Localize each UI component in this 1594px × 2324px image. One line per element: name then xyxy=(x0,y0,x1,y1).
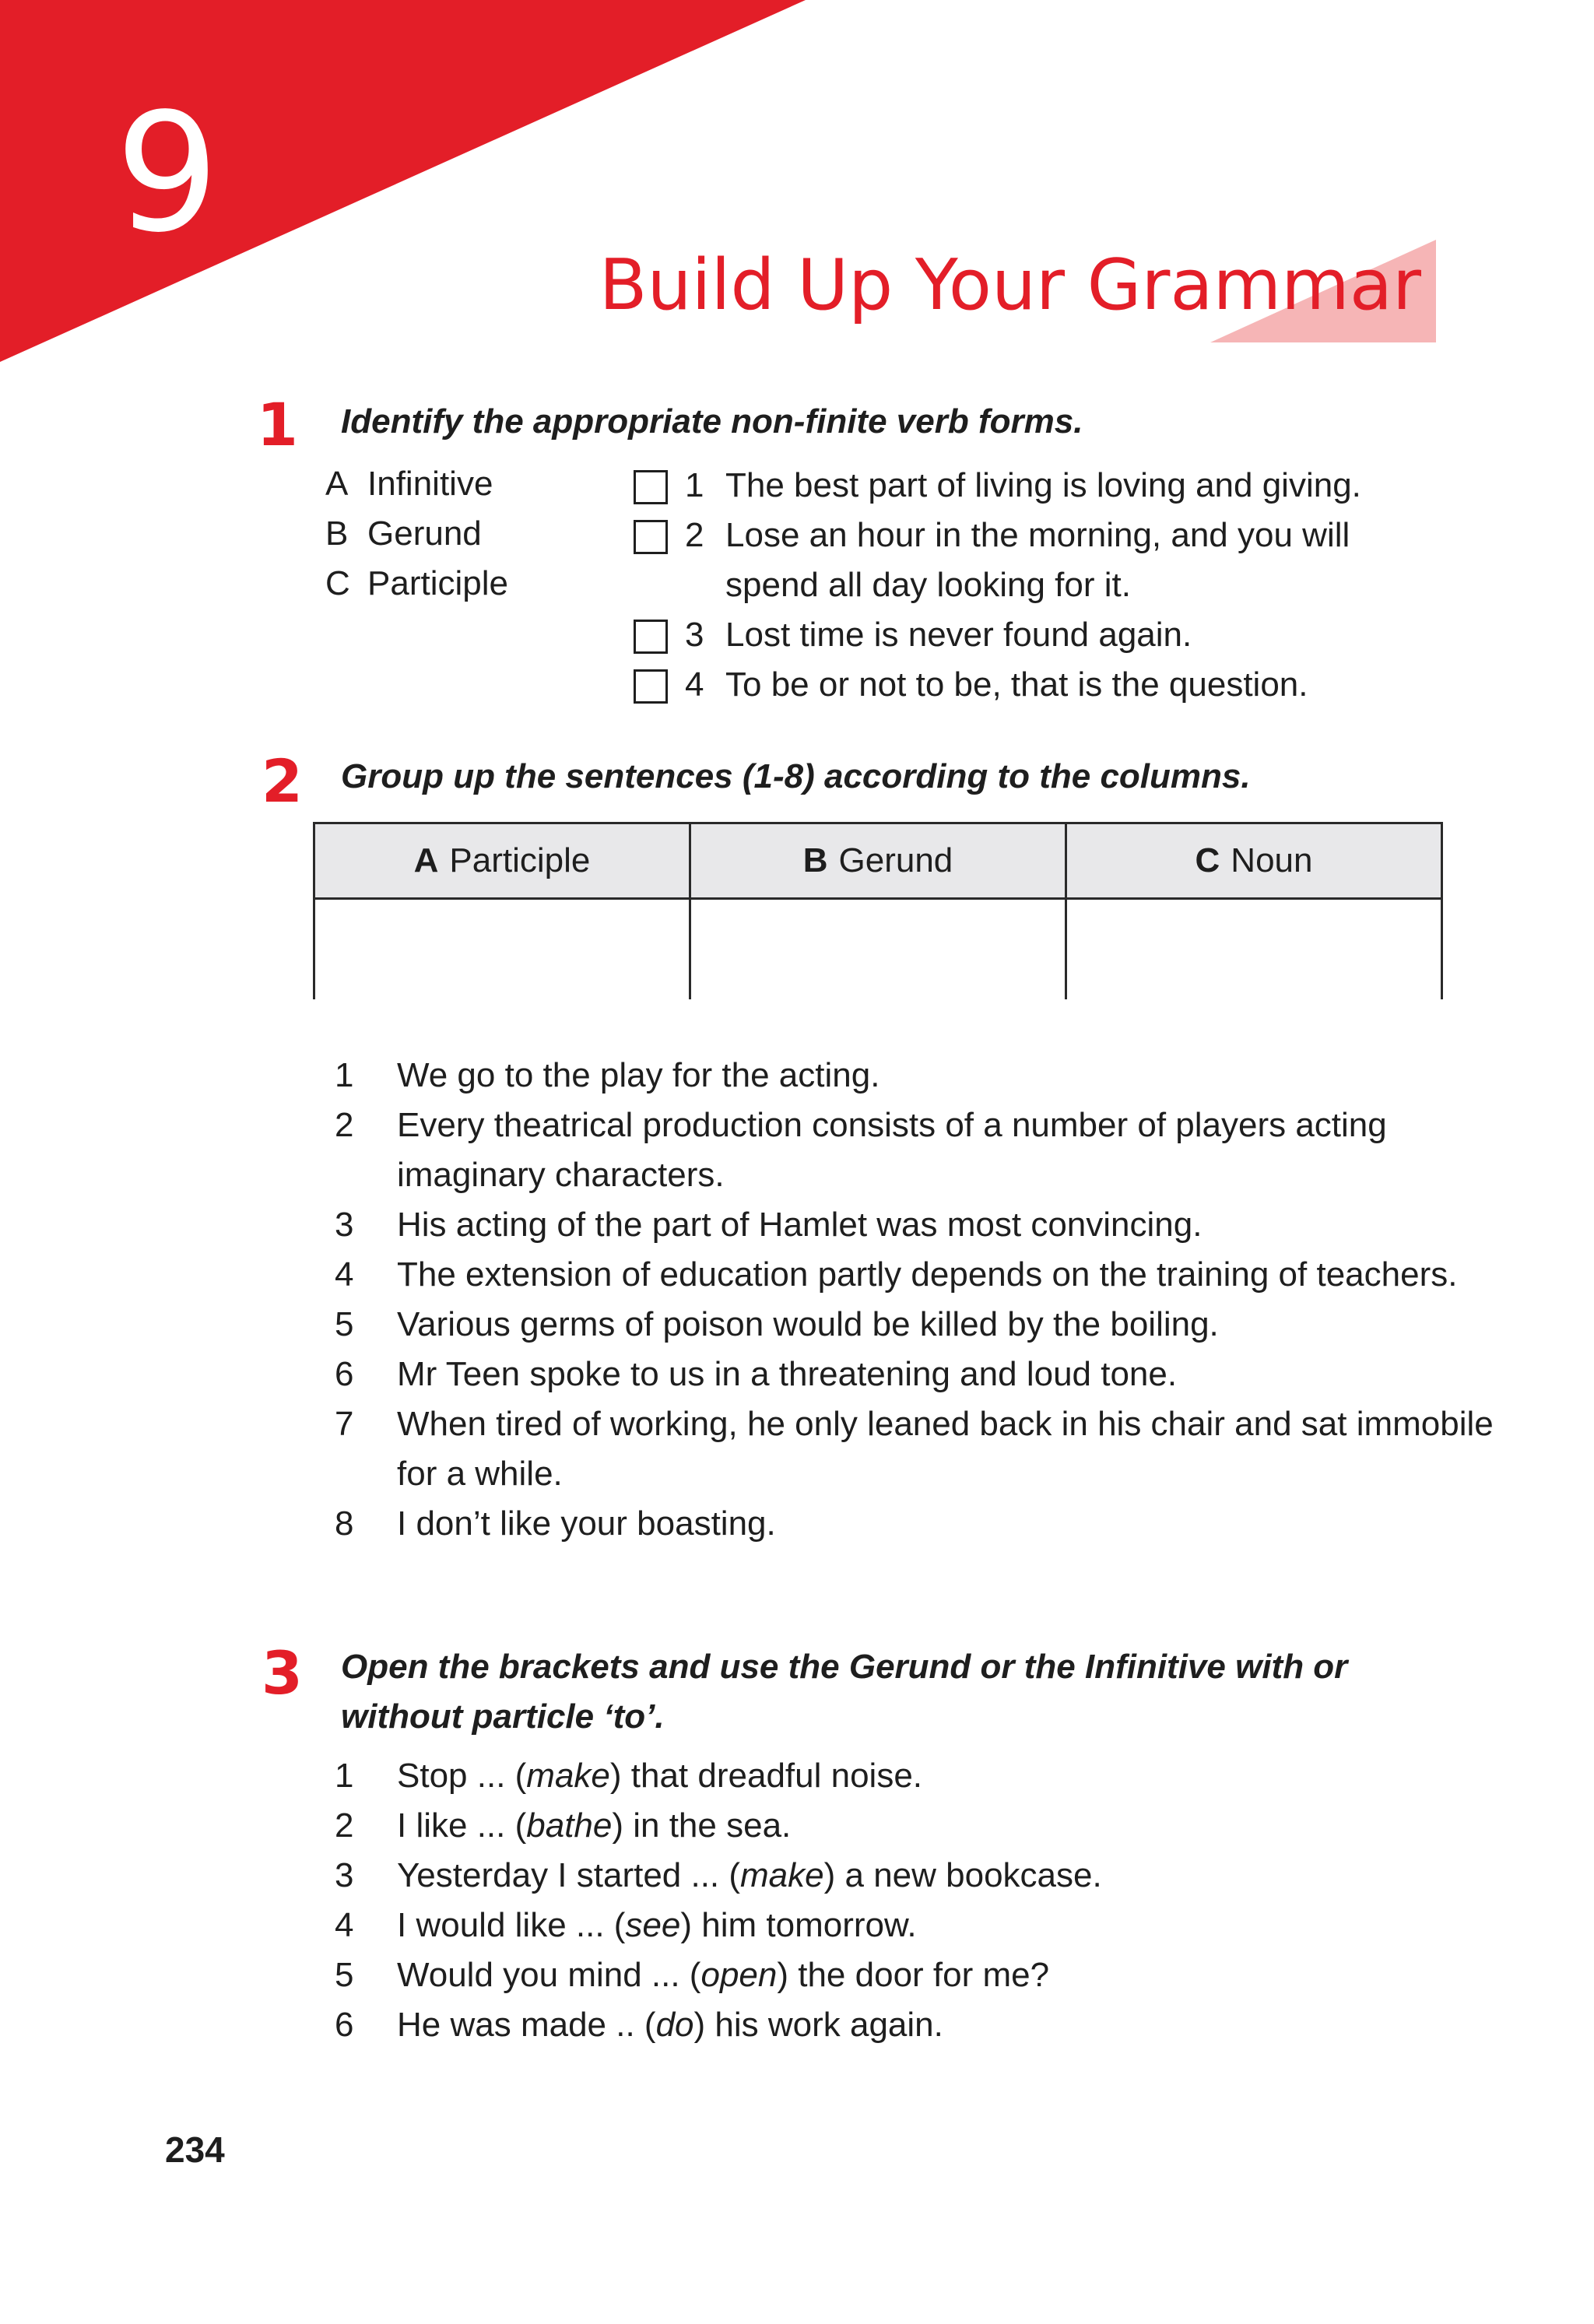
answer-cell-noun[interactable] xyxy=(1066,899,1442,1000)
item-text xyxy=(397,1851,1502,1901)
list-item xyxy=(335,1499,1502,1549)
text-after: ) his work again. xyxy=(693,2006,943,2044)
option-b xyxy=(325,509,482,559)
item-number: 5 xyxy=(335,1305,354,1343)
answer-cell-participle[interactable] xyxy=(314,899,690,1000)
text-after: ) the door for me? xyxy=(777,1956,1050,1994)
text-before: Yesterday I started ... ( xyxy=(397,1856,741,1894)
item-text: Lose an hour in the morning, and you will spend all day looking for it. xyxy=(725,516,1350,604)
text-before: Would you mind ... ( xyxy=(397,1956,701,1994)
item-text xyxy=(397,2000,1502,2050)
column-header-participle xyxy=(314,823,690,899)
item-text xyxy=(397,1950,1502,2000)
exercise-2-number: 2 xyxy=(262,746,303,816)
column-label: Noun xyxy=(1231,841,1313,879)
verb-prompt: make xyxy=(526,1757,610,1795)
text-before: He was made .. ( xyxy=(397,2006,656,2044)
item-text: Various germs of poison would be killed by the boiling. xyxy=(397,1305,1219,1343)
item-text: His acting of the part of Hamlet was most convincing. xyxy=(397,1206,1203,1244)
item-number: 3 xyxy=(335,1206,354,1244)
verb-prompt: make xyxy=(740,1856,824,1894)
column-letter: C xyxy=(1195,841,1220,879)
option-label: Participle xyxy=(367,564,508,602)
exercise-2-sentence-list xyxy=(335,1051,1502,1549)
exercise-1-instruction: Identify the appropriate non-finite verb forms. xyxy=(341,402,1083,441)
item-number: 1 xyxy=(685,466,704,504)
column-letter: B xyxy=(802,841,828,879)
item-number: 8 xyxy=(335,1504,354,1543)
exercise-3-item-list xyxy=(335,1751,1502,2050)
list-item xyxy=(335,1101,1502,1200)
item-text: Every theatrical production consists of a number of players acting imaginary characters. xyxy=(397,1106,1387,1194)
item-text xyxy=(397,1751,1502,1801)
verb-prompt: do xyxy=(655,2006,694,2044)
item-number: 3 xyxy=(335,1856,354,1894)
item-number: 1 xyxy=(335,1056,354,1094)
option-letter: A xyxy=(325,465,349,503)
item-number: 2 xyxy=(335,1106,354,1144)
item-text: We go to the play for the acting. xyxy=(397,1056,880,1094)
answer-cell-gerund[interactable] xyxy=(690,899,1066,1000)
item-text xyxy=(397,1901,1502,1950)
exercise-1-item-2 xyxy=(634,511,1426,610)
text-before: Stop ... ( xyxy=(397,1757,527,1795)
item-number: 4 xyxy=(685,665,704,704)
option-letter: B xyxy=(325,514,349,553)
column-letter: A xyxy=(413,841,439,879)
option-letter: C xyxy=(325,564,350,602)
answer-checkbox[interactable] xyxy=(634,620,668,654)
list-item xyxy=(335,1051,1502,1101)
unit-number: 9 xyxy=(115,78,219,269)
option-label: Infinitive xyxy=(367,465,493,503)
item-number: 7 xyxy=(335,1405,354,1443)
item-text: The best part of living is loving and giving. xyxy=(725,466,1361,504)
item-number: 6 xyxy=(335,2006,354,2044)
column-label: Gerund xyxy=(838,841,953,879)
list-item xyxy=(335,1901,1502,1950)
exercise-1-number: 1 xyxy=(257,390,298,459)
answer-checkbox[interactable] xyxy=(634,520,668,554)
list-item xyxy=(335,1751,1502,1801)
verb-prompt: bathe xyxy=(526,1806,613,1845)
text-after: ) a new bookcase. xyxy=(823,1856,1102,1894)
item-number: 6 xyxy=(335,1355,354,1393)
option-c xyxy=(325,559,508,609)
list-item xyxy=(335,1950,1502,2000)
column-label: Participle xyxy=(449,841,591,879)
list-item xyxy=(335,1350,1502,1399)
verb-prompt: see xyxy=(625,1906,681,1944)
exercise-1-item-1 xyxy=(634,461,1426,511)
list-item xyxy=(335,1801,1502,1851)
verb-prompt: open xyxy=(700,1956,778,1994)
text-after: ) that dreadful noise. xyxy=(609,1757,923,1795)
grouping-table xyxy=(313,822,1443,999)
item-text xyxy=(397,1801,1502,1851)
column-header-noun xyxy=(1066,823,1442,899)
exercise-1-item-3 xyxy=(634,610,1426,660)
text-after: ) in the sea. xyxy=(612,1806,792,1845)
item-number: 2 xyxy=(685,516,704,554)
option-label: Gerund xyxy=(367,514,482,553)
text-after: ) him tomorrow. xyxy=(680,1906,917,1944)
list-item xyxy=(335,1250,1502,1300)
answer-checkbox[interactable] xyxy=(634,470,668,504)
list-item xyxy=(335,1399,1502,1499)
exercise-1-item-4 xyxy=(634,660,1426,710)
item-text: Mr Teen spoke to us in a threatening and loud tone. xyxy=(397,1355,1178,1393)
item-text: I don’t like your boasting. xyxy=(397,1504,776,1543)
item-text: When tired of working, he only leaned back in his chair and sat immobile for a while. xyxy=(397,1405,1494,1493)
answer-checkbox[interactable] xyxy=(634,669,668,704)
item-number: 1 xyxy=(335,1757,354,1795)
item-number: 5 xyxy=(335,1956,354,1994)
text-before: I would like ... ( xyxy=(397,1906,626,1944)
list-item xyxy=(335,2000,1502,2050)
text-before: I like ... ( xyxy=(397,1806,527,1845)
option-a xyxy=(325,459,493,509)
item-number: 2 xyxy=(335,1806,354,1845)
item-text: Lost time is never found again. xyxy=(725,616,1192,654)
column-header-gerund xyxy=(690,823,1066,899)
item-number: 4 xyxy=(335,1255,354,1294)
exercise-3-instruction: Open the brackets and use the Gerund or the Infinitive with or without particle ‘to’. xyxy=(341,1648,1348,1736)
item-text: The extension of education partly depends on the training of teachers. xyxy=(397,1255,1458,1294)
item-number: 4 xyxy=(335,1906,354,1944)
list-item xyxy=(335,1300,1502,1350)
page-number: 234 xyxy=(165,2129,225,2170)
exercise-3-number: 3 xyxy=(262,1638,303,1708)
item-number: 3 xyxy=(685,616,704,654)
item-text: To be or not to be, that is the question. xyxy=(725,665,1308,704)
exercise-2-instruction: Group up the sentences (1-8) according to the columns. xyxy=(341,757,1251,795)
list-item xyxy=(335,1851,1502,1901)
list-item xyxy=(335,1200,1502,1250)
page-title: Build Up Your Grammar xyxy=(599,244,1421,326)
